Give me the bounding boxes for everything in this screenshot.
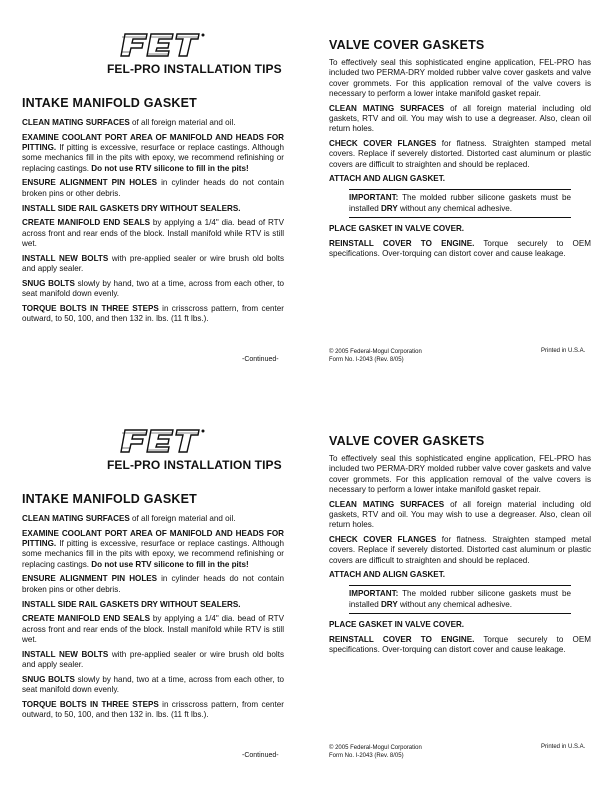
instruction-step [22,650,284,671]
continued-note: -Continued- [242,752,279,759]
instruction-step [22,204,284,214]
valve-intro: To effectively seal this sophisticated engine application, FEL-PRO has included two PERMA-DRY molded rubber valve cover gaskets and valve cover grommets. For this application removal of the valve covers is necessary to perform a lower intake manifold gasket repair. [329,454,591,494]
form-number: Form No. I-2043 (Rev. 8/05) [329,357,404,363]
step-heading: PLACE GASKET IN VALVE COVER. [329,223,465,233]
step-heading: EXAMINE COOLANT PORT AREA OF MANIFOLD AND HEADS FOR PITTING. [22,132,284,153]
felpro-logo [107,426,282,472]
instruction-step [329,570,591,580]
step-text: Torque securely to OEM specifications. Over-torquing can distort cover and cause leakage. [329,238,591,258]
copyright-text: © 2005 Federal-Mogul Corporation [329,745,422,751]
step-heading: INSTALL NEW BOLTS [22,253,109,263]
step-heading: SNUG BOLTS [22,278,75,288]
step-heading: REINSTALL COVER TO ENGINE. [329,634,475,644]
note-emphasis: DRY [380,203,398,213]
note-emphasis: DRY [380,599,398,609]
intake-column [22,0,290,396]
instruction-step [329,535,591,566]
step-text: If pitting is excessive, resurface or replace castings. Although some mechanics fill in the pits with epoxy, we recommend refinishing or replacing castings. [22,143,284,173]
instruction-step [329,224,591,234]
intake-title: INTAKE MANIFOLD GASKET [22,96,197,110]
step-heading: EXAMINE COOLANT PORT AREA OF MANIFOLD AND HEADS FOR PITTING. [22,528,284,549]
instruction-step [22,614,284,645]
intake-column [22,396,290,792]
note-heading: IMPORTANT: [349,193,399,203]
step-heading: CHECK COVER FLANGES [329,139,437,149]
felpro-logo-mark [117,30,207,60]
step-text: by applying a 1/4" dia. bead of RTV across front and rear ends of the block. Install manifold while RTV is still wet. [22,614,284,644]
form-number: Form No. I-2043 (Rev. 8/05) [329,753,404,759]
valve-intro: To effectively seal this sophisticated engine application, FEL-PRO has included two PERMA-DRY molded rubber valve cover gaskets and valve cover grommets. For this application removal of the valve covers is necessary to perform a lower intake manifold gasket repair. [329,58,591,98]
step-heading: ATTACH AND ALIGN GASKET. [329,570,446,580]
instruction-step [329,635,591,656]
step-heading: INSTALL NEW BOLTS [22,649,109,659]
step-heading: ATTACH AND ALIGN GASKET. [329,174,446,184]
step-text: with pre-applied sealer or wire brush old bolts and apply sealer. [22,649,284,670]
instruction-step [22,529,284,570]
printed-in: Printed in U.S.A. [541,744,586,750]
step-heading: CREATE MANIFOLD END SEALS [22,614,151,624]
instruction-step [22,279,284,300]
instruction-step [22,304,284,325]
note-text: without any chemical adhesive. [397,203,513,213]
step-text: in cylinder heads do not contain broken pins or other debris. [22,574,284,594]
instruction-step [22,254,284,275]
step-heading: TORQUE BOLTS IN THREE STEPS [22,303,159,313]
logo-subtitle: FEL-PRO INSTALLATION TIPS [107,458,282,472]
step-heading: PLACE GASKET IN VALVE COVER. [329,619,465,629]
step-text: of all foreign material including old gaskets, RTV and oil. You may wish to use a degreaser. Also, clean oil return holes. [329,499,591,530]
step-heading: INSTALL SIDE RAIL GASKETS DRY WITHOUT SEALERS. [22,599,241,609]
footer-copyright [329,744,422,760]
valve-title: VALVE COVER GASKETS [329,434,485,448]
instruction-step [22,700,284,721]
step-text: of all foreign material and oil. [129,514,236,523]
instruction-step [329,139,591,170]
instruction-step [22,178,284,199]
step-heading: SNUG BOLTS [22,674,75,684]
step-heading: CLEAN MATING SURFACES [329,103,445,113]
step-text: Torque securely to OEM specifications. Over-torquing can distort cover and cause leakage. [329,634,591,654]
instruction-step [22,514,284,524]
intake-title: INTAKE MANIFOLD GASKET [22,492,197,506]
important-note [349,189,571,218]
step-text: for flatness. Straighten stamped metal covers. Replace if severely distorted. Distorted cast aluminum or plastic covers are difficult to straighten and should be replaced. [329,535,591,565]
instruction-step [329,174,591,184]
step-text: slowly by hand, two at a time, across from each other, to seat manifold down evenly. [22,278,284,299]
intake-body [22,514,284,725]
instruction-step [22,675,284,696]
instruction-step [22,133,284,174]
instruction-sheet [0,396,612,792]
valve-title: VALVE COVER GASKETS [329,38,485,52]
step-heading: ENSURE ALIGNMENT PIN HOLES [22,574,158,584]
step-heading: CLEAN MATING SURFACES [329,499,445,509]
logo-subtitle: FEL-PRO INSTALLATION TIPS [107,62,282,76]
step-text: If pitting is excessive, resurface or replace castings. Although some mechanics fill in the pits with epoxy, we recommend refinishing or replacing castings. [22,539,284,569]
important-note [349,585,571,614]
step-heading: CREATE MANIFOLD END SEALS [22,218,151,228]
instruction-step [22,118,284,128]
intake-body [22,118,284,329]
valve-body [329,454,591,660]
step-heading: INSTALL SIDE RAIL GASKETS DRY WITHOUT SEALERS. [22,203,241,213]
step-warning: Do not use RTV silicone to fill in the pits! [91,163,249,173]
step-text: in crisscross pattern, from center outward, to 50, 100, and then 132 in. lbs. (11 ft lbs.). [22,699,284,720]
step-warning: Do not use RTV silicone to fill in the pits! [91,559,249,569]
instruction-step [22,574,284,595]
continued-note: -Continued- [242,356,279,363]
printed-in: Printed in U.S.A. [541,348,586,354]
note-text: without any chemical adhesive. [397,599,513,609]
step-text: of all foreign material and oil. [129,118,236,127]
step-text: slowly by hand, two at a time, across from each other, to seat manifold down evenly. [22,674,284,695]
step-text: with pre-applied sealer or wire brush old bolts and apply sealer. [22,253,284,274]
note-heading: IMPORTANT: [349,589,399,599]
valve-body [329,58,591,264]
step-text: of all foreign material including old gaskets, RTV and oil. You may wish to use a degreaser. Also, clean oil return holes. [329,103,591,134]
instruction-step [22,600,284,610]
felpro-logo-mark [117,426,207,456]
valve-column [329,0,591,396]
step-text: in cylinder heads do not contain broken pins or other debris. [22,178,284,198]
instruction-step [329,239,591,260]
felpro-logo [107,30,282,76]
instruction-step [329,104,591,135]
step-heading: TORQUE BOLTS IN THREE STEPS [22,699,159,709]
note-text: The molded rubber silicone gaskets must be installed [349,589,571,609]
instruction-step [22,218,284,249]
footer-copyright [329,348,422,364]
step-heading: CLEAN MATING SURFACES [22,514,130,523]
step-text: by applying a 1/4" dia. bead of RTV across front and rear ends of the block. Install manifold while RTV is still wet. [22,218,284,248]
instruction-step [329,500,591,531]
step-heading: CLEAN MATING SURFACES [22,118,130,127]
note-text: The molded rubber silicone gaskets must be installed [349,193,571,213]
step-heading: REINSTALL COVER TO ENGINE. [329,238,475,248]
step-text: in crisscross pattern, from center outward, to 50, 100, and then 132 in. lbs. (11 ft lbs.). [22,303,284,324]
step-heading: CHECK COVER FLANGES [329,535,437,545]
step-heading: ENSURE ALIGNMENT PIN HOLES [22,178,158,188]
instruction-step [329,620,591,630]
step-text: for flatness. Straighten stamped metal covers. Replace if severely distorted. Distorted cast aluminum or plastic covers are difficult to straighten and should be replaced. [329,139,591,169]
valve-column [329,396,591,792]
copyright-text: © 2005 Federal-Mogul Corporation [329,349,422,355]
